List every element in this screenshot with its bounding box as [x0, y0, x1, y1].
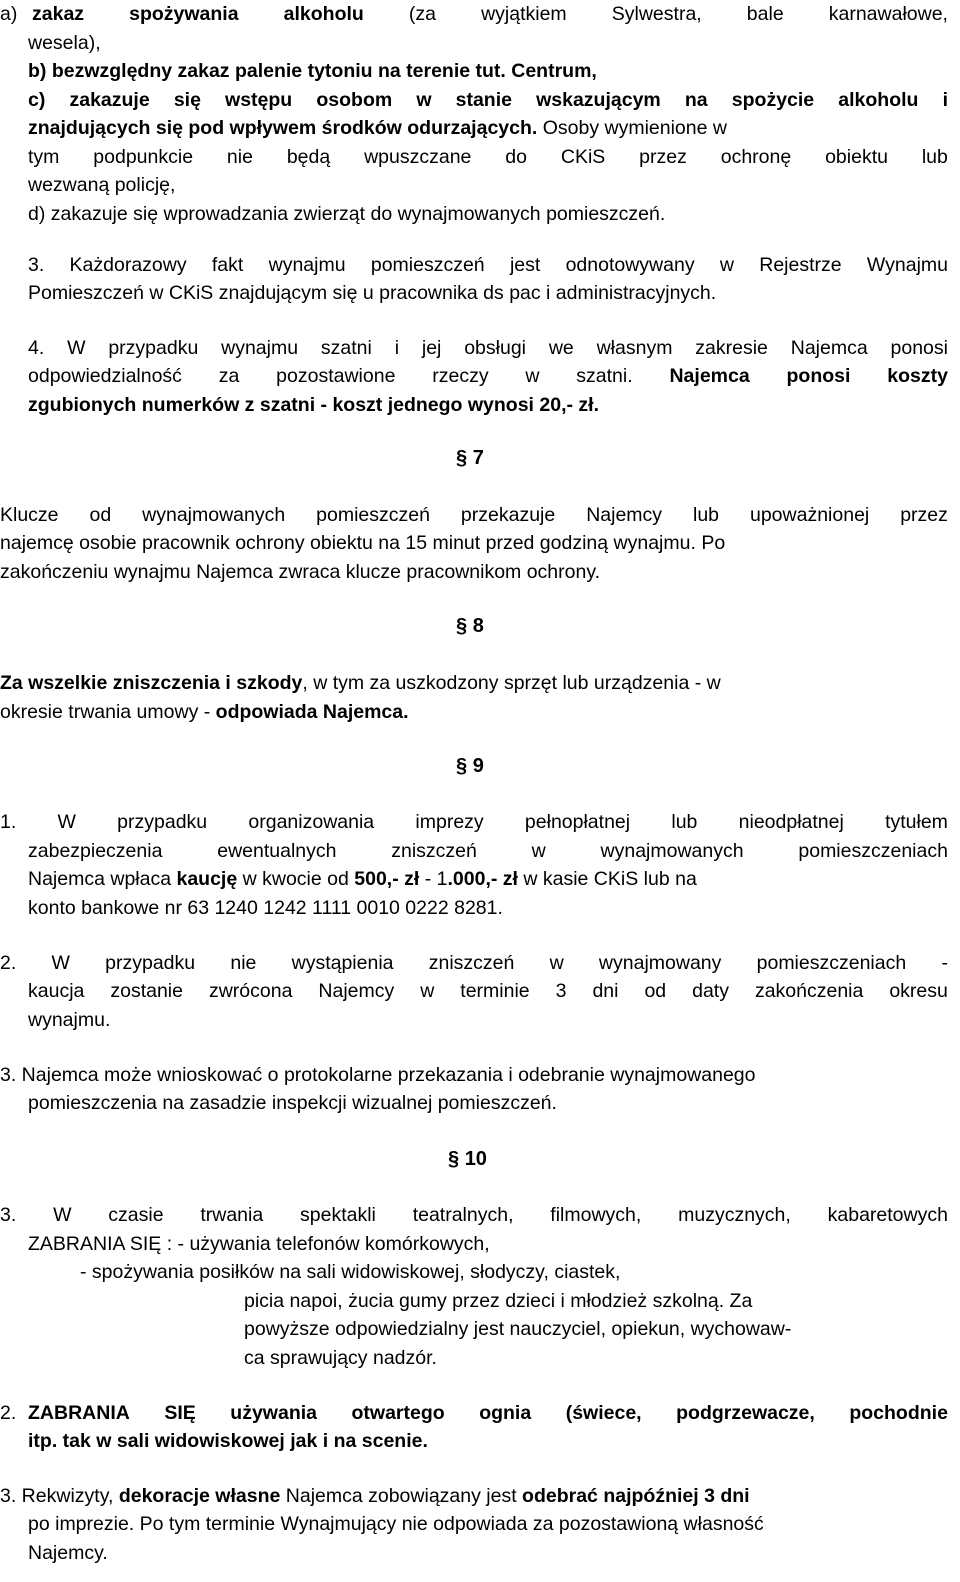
section-8-bold-text: Za wszelkie zniszczenia i szkody — [0, 672, 303, 694]
section-10-point-2-line-1 — [28, 1399, 948, 1427]
section-10-point-3-line-5: powyższe odpowiedzialny jest nauczyciel, opiekun, wychowaw- — [244, 1318, 792, 1340]
word: CKiS — [560, 146, 606, 168]
word: trwania — [200, 1204, 264, 1226]
item-c-line-3 — [28, 143, 948, 171]
list-label-a: a) — [0, 3, 18, 25]
section-8-heading — [456, 612, 484, 640]
section-number: 10 — [464, 1148, 487, 1170]
word: okresu — [889, 980, 948, 1002]
word: przekazuje — [460, 504, 556, 526]
section-9-point-2-line-2 — [28, 977, 948, 1005]
word: bale — [746, 3, 784, 25]
bold-text: 500,- zł — [354, 868, 420, 890]
word: Najemca — [790, 337, 868, 359]
word: terminie — [460, 980, 530, 1002]
word: Sylwestra, — [611, 3, 702, 25]
section-7-line-2: najemcę osobie pracownik ochrony obiektu na 15 minut przed godziną wynajmu. Po — [0, 532, 726, 554]
section-9-point-1-line-3 — [28, 865, 697, 893]
point-4-line-2 — [28, 362, 948, 390]
word: odnotowywany — [565, 254, 695, 276]
word: do — [505, 146, 527, 168]
word: osobom — [316, 89, 393, 111]
word: i — [942, 89, 948, 111]
word: obsługi — [464, 337, 526, 359]
word: podgrzewacze, — [676, 1402, 815, 1424]
word: ponosi — [786, 365, 851, 387]
word: od — [89, 504, 112, 526]
word: muzycznych, — [678, 1204, 791, 1226]
section-10-point-3-line-1 — [0, 1201, 948, 1229]
word: Klucze — [0, 504, 59, 526]
word: przez — [900, 504, 948, 526]
bold-text: .000,- zł — [447, 868, 518, 890]
word: Wynajmu — [866, 254, 948, 276]
word: od — [644, 980, 667, 1002]
text: w kasie CKiS lub na — [517, 868, 697, 890]
section-symbol: § — [448, 1148, 460, 1170]
word: wynajmu — [268, 254, 346, 276]
section-10-point-3-line-6: ca sprawujący nadzór. — [244, 1347, 437, 1369]
section-number: 9 — [472, 755, 484, 777]
word: pomieszczeniach — [756, 952, 907, 974]
word: W — [51, 952, 70, 974]
word: ponosi — [890, 337, 948, 359]
word: teatralnych, — [412, 1204, 514, 1226]
word: zwrócona — [208, 980, 293, 1002]
word: odpowiedzialność — [28, 365, 182, 387]
word: kaucja — [28, 980, 85, 1002]
word: karnawałowe, — [828, 3, 948, 25]
word: wynajmu — [221, 337, 299, 359]
section-10-point-2-label: 2. — [0, 1402, 17, 1424]
word: (za — [408, 3, 436, 25]
text: Najemca zobowiązany jest — [280, 1485, 523, 1507]
word: dni — [592, 980, 619, 1002]
word: Najemca — [669, 365, 750, 387]
section-10-point-2-line-2: itp. tak w sali widowiskowej jak i na scenie. — [28, 1430, 428, 1452]
word: zabezpieczenia — [28, 840, 163, 862]
word: obiektu — [825, 146, 888, 168]
word: w — [549, 952, 564, 974]
word: ZABRANIA — [28, 1402, 130, 1424]
section-9-point-2-line-1 — [0, 949, 948, 977]
word: c) — [28, 89, 46, 111]
section-9-point-1-line-2 — [28, 837, 948, 865]
word: wystąpienia — [291, 952, 394, 974]
word: wpuszczane — [364, 146, 472, 168]
word: ochronę — [720, 146, 792, 168]
word: koszty — [887, 365, 948, 387]
section-7-heading — [456, 444, 484, 472]
point-3-line-2: Pomieszczeń w CKiS znajdującym się u pracownika ds pac i administracyjnych. — [28, 282, 717, 304]
word: wyjątkiem — [481, 3, 567, 25]
word: wstępu — [225, 89, 293, 111]
item-c-text: Osoby wymienione w — [537, 117, 727, 139]
section-symbol: § — [456, 447, 468, 469]
word: wynajmowanych — [600, 840, 744, 862]
word: tytułem — [885, 811, 948, 833]
word: 3. — [0, 1204, 17, 1226]
word: 2. — [0, 952, 17, 974]
item-c-line-4: wezwaną policję, — [28, 174, 176, 196]
word: SIĘ — [164, 1402, 196, 1424]
word: zakresie — [695, 337, 768, 359]
section-8-bold-text: odpowiada Najemca. — [215, 701, 409, 723]
section-8-text: , w tym za uszkodzony sprzęt lub urządzenia - w — [302, 672, 721, 694]
section-9-heading — [456, 752, 484, 780]
word: we — [548, 337, 574, 359]
word: jej — [421, 337, 442, 359]
point-3-line-1 — [28, 251, 948, 279]
word: Najemcy — [586, 504, 663, 526]
word: alkoholu — [838, 89, 919, 111]
word: spektakli — [300, 1204, 376, 1226]
word: pochodnie — [849, 1402, 948, 1424]
word: na — [684, 89, 708, 111]
word: alkoholu — [283, 3, 364, 25]
word: rzeczy — [432, 365, 489, 387]
word: zakazuje — [69, 89, 150, 111]
word: w — [525, 365, 540, 387]
word: w — [719, 254, 734, 276]
word: szatni. — [576, 365, 633, 387]
bold-text: kaucję — [176, 868, 238, 890]
word: pełnopłatnej — [524, 811, 631, 833]
section-8-line-1 — [0, 669, 948, 697]
word: przypadku — [117, 811, 208, 833]
section-10-heading — [448, 1145, 487, 1173]
word: spożywania — [129, 3, 239, 25]
word: ewentualnych — [217, 840, 337, 862]
word: tym — [28, 146, 60, 168]
word: wynajmowanych — [142, 504, 286, 526]
section-number: 8 — [472, 615, 484, 637]
item-c-line-2 — [28, 114, 948, 142]
word: Najemcy — [318, 980, 395, 1002]
word: 3. — [28, 254, 45, 276]
section-10-point-3b-line-1 — [0, 1482, 948, 1510]
bold-text: odebrać najpóźniej 3 dni — [522, 1485, 750, 1507]
word: pomieszczeń — [370, 254, 485, 276]
word: ognia — [479, 1402, 532, 1424]
word: będą — [286, 146, 331, 168]
item-c-bold-text: znajdujących się pod wpływem środków odurzających. — [28, 117, 538, 139]
word: W — [67, 337, 86, 359]
word: przypadku — [108, 337, 199, 359]
word: szatni — [320, 337, 372, 359]
item-a-line-2: wesela), — [28, 32, 101, 54]
text: 3. Rekwizyty, — [0, 1485, 119, 1507]
word: stanie — [455, 89, 512, 111]
word: podpunkcie — [93, 146, 194, 168]
item-d: d) zakazuje się wprowadzania zwierząt do wynajmowanych pomieszczeń. — [28, 203, 666, 225]
word: 3 — [555, 980, 567, 1002]
item-c-line-1 — [28, 86, 948, 114]
word: - — [941, 952, 948, 974]
word: Każdorazowy — [69, 254, 187, 276]
word: lub — [921, 146, 948, 168]
section-9-point-2-line-3: wynajmu. — [28, 1009, 111, 1031]
item-a-line-1 — [32, 0, 948, 28]
word: zakończenia — [754, 980, 864, 1002]
section-8-line-2 — [0, 698, 409, 726]
word: pozostawione — [276, 365, 396, 387]
word: czasie — [108, 1204, 164, 1226]
point-4-line-3: zgubionych numerków z szatni - koszt jednego wynosi 20,- zł. — [28, 394, 599, 416]
word: nieodpłatnej — [738, 811, 844, 833]
word: W — [53, 1204, 72, 1226]
word: daty — [692, 980, 729, 1002]
word: spożycie — [731, 89, 815, 111]
section-number: 7 — [472, 447, 484, 469]
word: pomieszczeniach — [798, 840, 948, 862]
word: wskazującym — [536, 89, 661, 111]
word: przez — [639, 146, 687, 168]
word: imprezy — [415, 811, 484, 833]
section-7-line-3: zakończeniu wynajmu Najemca zwraca klucze pracownikom ochrony. — [0, 561, 601, 583]
section-8-text: okresie trwania umowy - — [0, 701, 216, 723]
word: organizowania — [248, 811, 375, 833]
word: 1. — [0, 811, 17, 833]
word: jest — [509, 254, 541, 276]
section-10-point-3b-line-2: po imprezie. Po tym terminie Wynajmujący nie odpowiada za pozostawioną własność — [28, 1513, 764, 1535]
word: lub — [693, 504, 720, 526]
word: otwartego — [351, 1402, 445, 1424]
text: - 1 — [419, 868, 448, 890]
word: zniszczeń — [391, 840, 477, 862]
word: w — [416, 89, 432, 111]
word: w — [420, 980, 435, 1002]
section-symbol: § — [456, 755, 468, 777]
word: przypadku — [105, 952, 196, 974]
section-9-point-1-line-1 — [0, 808, 948, 836]
word: i — [394, 337, 400, 359]
word: zakaz — [32, 3, 85, 25]
item-b: b) bezwzględny zakaz palenie tytoniu na terenie tut. Centrum, — [28, 60, 597, 82]
word: zostanie — [110, 980, 183, 1002]
word: fakt — [211, 254, 244, 276]
section-9-point-3-line-1: 3. Najemca może wnioskować o protokolarne przekazania i odebranie wynajmowanego — [0, 1064, 756, 1086]
section-10-point-3-line-3: - spożywania posiłków na sali widowiskowej, słodyczy, ciastek, — [80, 1261, 621, 1283]
point-4-line-1 — [28, 334, 948, 362]
word: kabaretowych — [827, 1204, 948, 1226]
word: używania — [230, 1402, 317, 1424]
word: nie — [226, 146, 253, 168]
word: w — [531, 840, 546, 862]
word: W — [57, 811, 76, 833]
section-9-point-3-line-2: pomieszczenia na zasadzie inspekcji wizualnej pomieszczeń. — [28, 1092, 557, 1114]
word: filmowych, — [550, 1204, 642, 1226]
word: 4. — [28, 337, 45, 359]
word: własnym — [596, 337, 673, 359]
section-symbol: § — [456, 615, 468, 637]
word: za — [218, 365, 240, 387]
word: Rejestrze — [759, 254, 842, 276]
text: w kwocie od — [237, 868, 355, 890]
section-10-point-3-line-4: picia napoi, żucia gumy przez dzieci i młodzież szkolną. Za — [244, 1290, 753, 1312]
word: pomieszczeń — [316, 504, 430, 526]
section-9-point-1-line-4: konto bankowe nr 63 1240 1242 1111 0010 0222 8281. — [28, 897, 503, 919]
word: (świece, — [565, 1402, 642, 1424]
section-7-line-1 — [0, 501, 948, 529]
text: Najemca wpłaca — [28, 868, 177, 890]
section-10-point-3b-line-3: Najemcy. — [28, 1542, 108, 1564]
word: zniszczeń — [428, 952, 515, 974]
word: się — [173, 89, 201, 111]
word: upoważnionej — [749, 504, 870, 526]
section-10-point-3-line-2: ZABRANIA SIĘ : - używania telefonów komórkowych, — [28, 1233, 490, 1255]
bold-text: dekoracje własne — [118, 1485, 281, 1507]
word: lub — [671, 811, 698, 833]
word: wynajmowany — [598, 952, 722, 974]
word: nie — [230, 952, 257, 974]
